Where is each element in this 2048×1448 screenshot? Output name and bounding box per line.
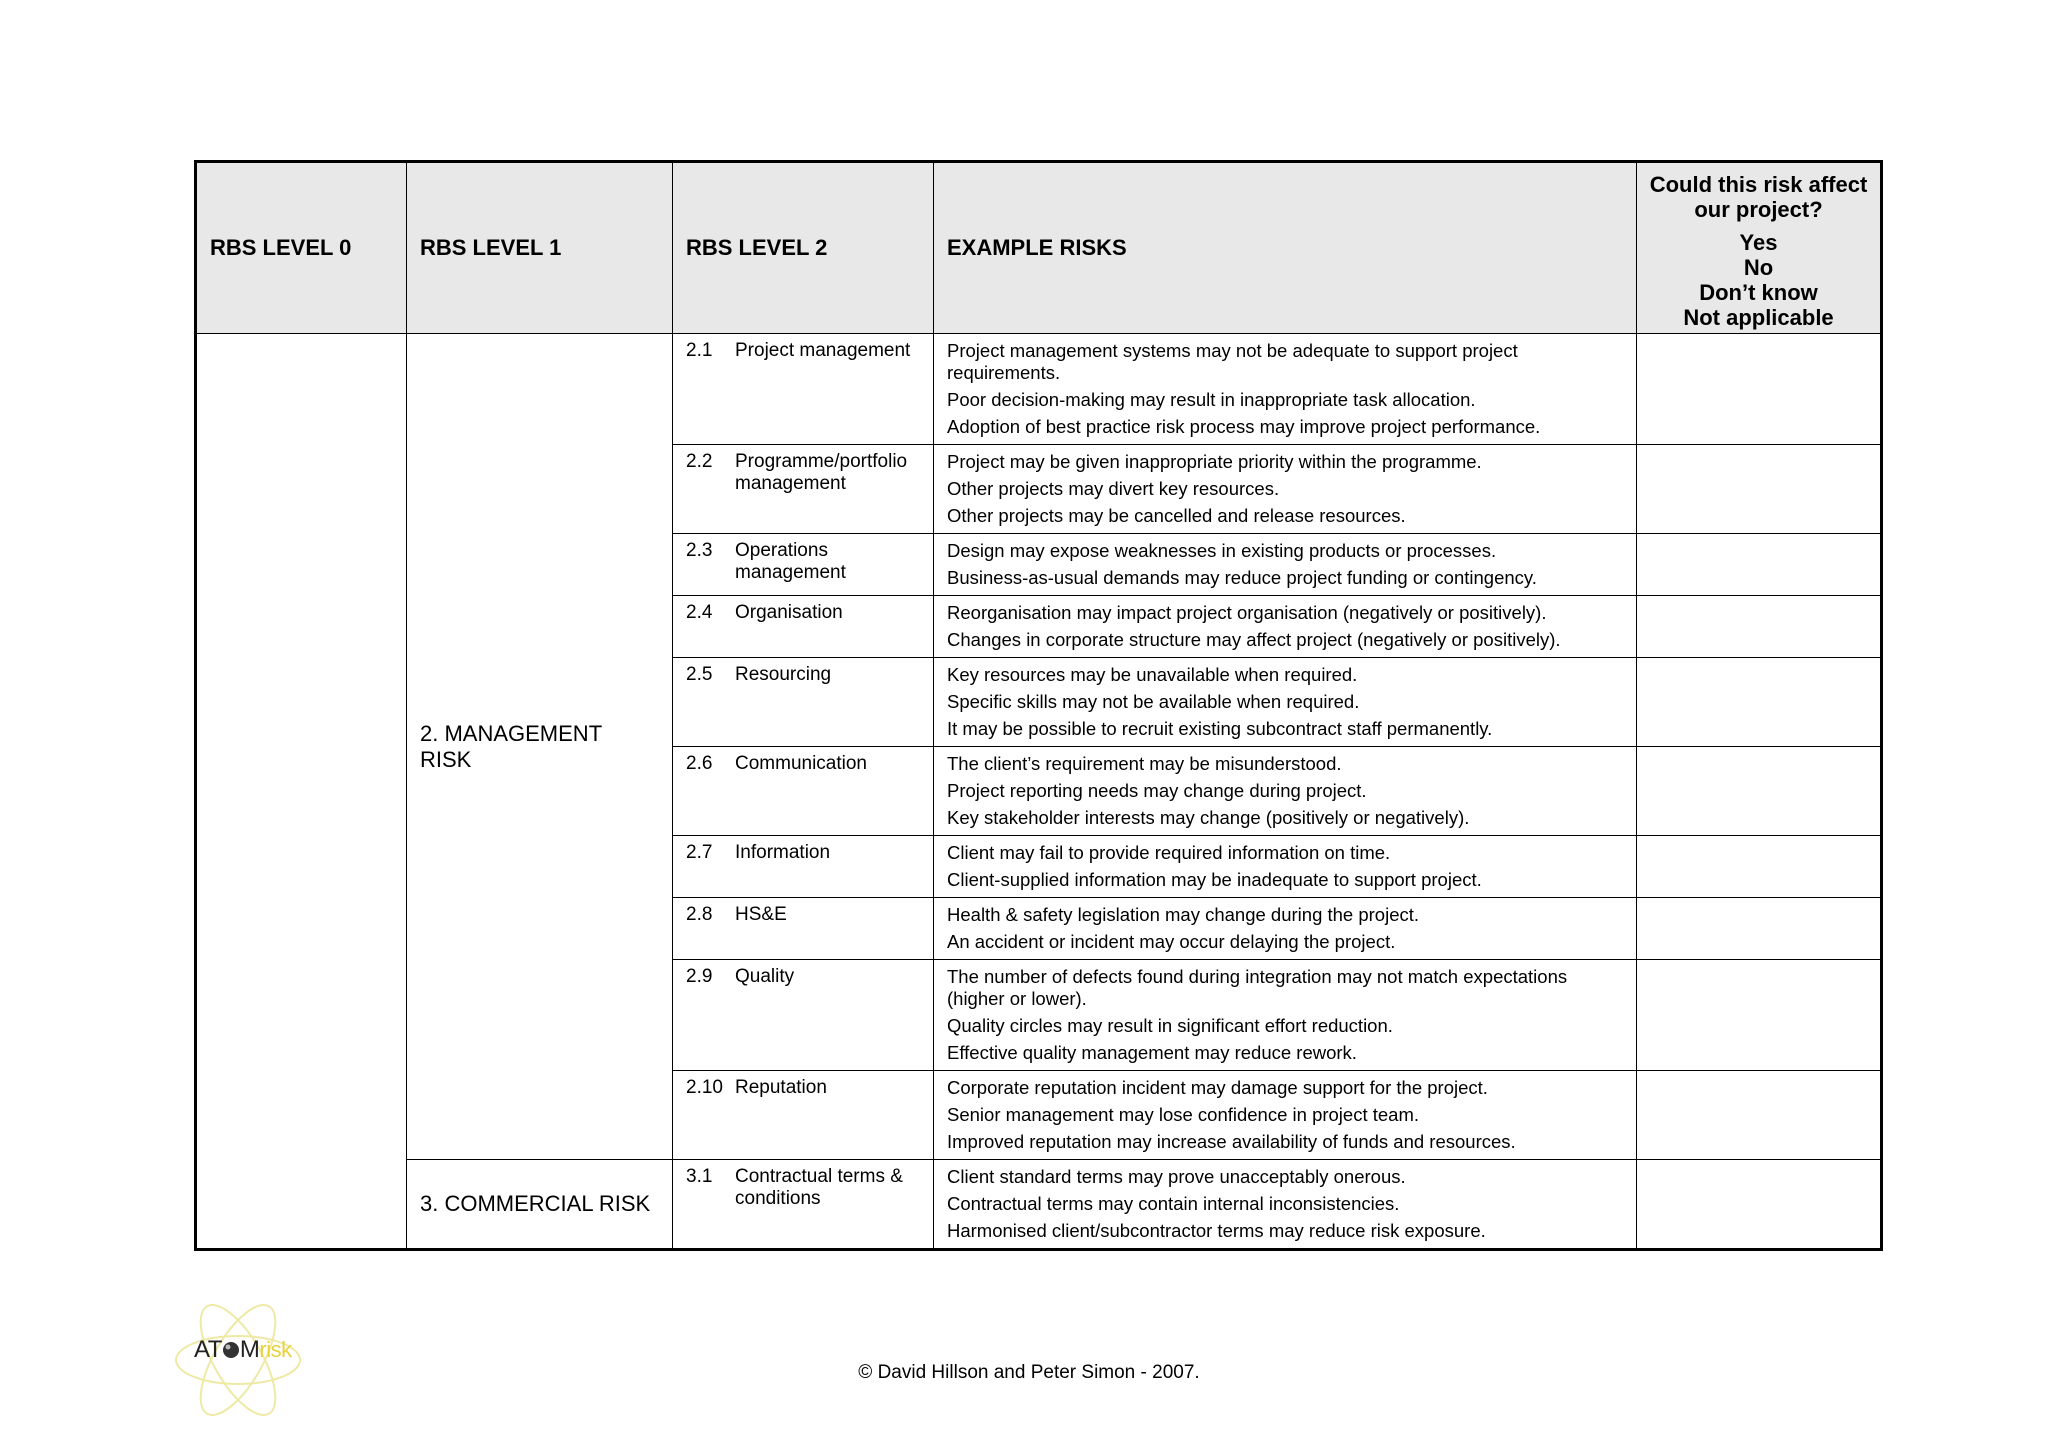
rbs-level-2-cell: [673, 1071, 934, 1160]
rbs-level-2-cell: [673, 1160, 934, 1250]
rbs-level-2-number: 3.1: [686, 1166, 713, 1187]
example-risks-cell: [934, 658, 1637, 747]
table-row: [196, 1160, 1882, 1250]
example-risk: Key stakeholder interests may change (positively or negatively).: [947, 807, 1470, 828]
header-could-affect: [1637, 162, 1882, 334]
example-risk: Quality circles may result in significant effort reduction.: [947, 1015, 1393, 1036]
example-risk: Project reporting needs may change during project.: [947, 780, 1367, 801]
header-rbs-level-1: RBS LEVEL 1: [407, 162, 673, 334]
rbs-level-2-number: 2.6: [686, 753, 713, 774]
rbs-level-2-number: 2.4: [686, 602, 713, 623]
example-risk: Effective quality management may reduce rework.: [947, 1042, 1357, 1063]
rbs-level-2-number: 2.9: [686, 966, 713, 987]
copyright-footer: [0, 1362, 2048, 1384]
rbs-level-2-number: 2.3: [686, 540, 713, 561]
rbs-level-2-name: Reputation: [735, 1077, 827, 1098]
rbs-sheet: [194, 160, 1880, 1251]
example-risk: Client-supplied information may be inadequate to support project.: [947, 869, 1482, 890]
example-risk: Client standard terms may prove unacceptably onerous.: [947, 1166, 1406, 1187]
header-row: [196, 162, 1882, 334]
example-risk: Business-as-usual demands may reduce project funding or contingency.: [947, 567, 1537, 588]
example-risks-cell: [934, 960, 1637, 1071]
example-risk: Health & safety legislation may change during the project.: [947, 904, 1420, 925]
could-affect-answer-cell[interactable]: [1637, 960, 1882, 1071]
example-risks-cell: [934, 334, 1637, 445]
could-affect-answer-cell[interactable]: [1637, 445, 1882, 534]
header-rbs-level-2: RBS LEVEL 2: [673, 162, 934, 334]
example-risk: Improved reputation may increase availability of funds and resources.: [947, 1131, 1516, 1152]
rbs-table: [194, 160, 1883, 1251]
atom-risk-logo: [194, 1336, 292, 1364]
rbs-level-2-cell: [673, 747, 934, 836]
example-risk: Project management systems may not be adequate to support project requirements.: [947, 340, 1518, 383]
rbs-level-2-number: 2.2: [686, 451, 713, 472]
rbs-level-2-cell: [673, 836, 934, 898]
rbs-level-2-cell: [673, 658, 934, 747]
could-affect-answer-cell[interactable]: [1637, 836, 1882, 898]
rbs-table-body: [196, 334, 1882, 1250]
example-risk: It may be possible to recruit existing subcontract staff permanently.: [947, 718, 1493, 739]
rbs-level-2-number: 2.8: [686, 904, 713, 925]
could-affect-answer-cell[interactable]: [1637, 1160, 1882, 1250]
could-affect-answer-cell[interactable]: [1637, 898, 1882, 960]
example-risk: The number of defects found during integration may not match expectations (higher or lower).: [947, 966, 1568, 1009]
logo-mid: M: [239, 1336, 260, 1363]
could-affect-answer-cell[interactable]: [1637, 534, 1882, 596]
could-affect-answer-cell[interactable]: [1637, 596, 1882, 658]
rbs-level-2-number: 2.10: [686, 1077, 723, 1098]
could-option-dont-know: Don’t know: [1699, 280, 1818, 305]
rbs-level-2-number: 2.7: [686, 842, 713, 863]
header-example-risks: EXAMPLE RISKS: [934, 162, 1637, 334]
rbs-level-2-name: Programme/portfolio management: [735, 451, 908, 494]
header-rbs-level-0: RBS LEVEL 0: [196, 162, 407, 334]
could-affect-answer-cell[interactable]: [1637, 1071, 1882, 1160]
rbs-level-2-name: Quality: [735, 966, 795, 987]
example-risks-cell: [934, 596, 1637, 658]
logo-o-ball-icon: [222, 1341, 240, 1359]
example-risk: Specific skills may not be available when required.: [947, 691, 1360, 712]
rbs-level-2-name: Information: [735, 842, 831, 863]
example-risk: Reorganisation may impact project organisation (negatively or positively).: [947, 602, 1547, 623]
example-risk: Other projects may be cancelled and release resources.: [947, 505, 1406, 526]
could-affect-answer-cell[interactable]: [1637, 334, 1882, 445]
example-risks-cell: [934, 898, 1637, 960]
rbs-level-2-cell: [673, 445, 934, 534]
rbs-level-2-name: Operations management: [735, 540, 846, 583]
rbs-level-2-cell: [673, 534, 934, 596]
example-risks-cell: [934, 1160, 1637, 1250]
example-risk: Changes in corporate structure may affect project (negatively or positively).: [947, 629, 1561, 650]
example-risk: Adoption of best practice risk process may improve project performance.: [947, 416, 1541, 437]
rbs-level-2-name: Contractual terms & conditions: [735, 1166, 903, 1209]
example-risk: Corporate reputation incident may damage support for the project.: [947, 1077, 1488, 1098]
could-option-yes: Yes: [1739, 230, 1778, 255]
rbs-level-2-cell: [673, 898, 934, 960]
example-risk: Harmonised client/subcontractor terms may reduce risk exposure.: [947, 1220, 1486, 1241]
example-risks-cell: [934, 1071, 1637, 1160]
example-risk: Poor decision-making may result in inappropriate task allocation.: [947, 389, 1476, 410]
could-question: Could this risk affect our project?: [1649, 172, 1868, 222]
copyright-text: © David Hillson and Peter Simon - 2007.: [858, 1362, 1200, 1383]
rbs-level-2-cell: [673, 334, 934, 445]
rbs-level-2-name: Communication: [735, 753, 867, 774]
example-risk: Key resources may be unavailable when required.: [947, 664, 1358, 685]
example-risk: An accident or incident may occur delaying the project.: [947, 931, 1396, 952]
rbs-level-2-number: 2.5: [686, 664, 713, 685]
example-risks-cell: [934, 534, 1637, 596]
example-risk: Client may fail to provide required information on time.: [947, 842, 1391, 863]
example-risk: Project may be given inappropriate priority within the programme.: [947, 451, 1482, 472]
rbs-level-1-management: 2. MANAGEMENT RISK: [407, 334, 673, 1160]
could-option-no: No: [1743, 255, 1774, 280]
example-risks-cell: [934, 747, 1637, 836]
example-risk: Design may expose weaknesses in existing products or processes.: [947, 540, 1497, 561]
rbs-level-1-commercial: 3. COMMERCIAL RISK: [407, 1160, 673, 1250]
logo-prefix: AT: [194, 1336, 222, 1363]
example-risks-cell: [934, 445, 1637, 534]
rbs-level-2-name: Project management: [735, 340, 911, 361]
example-risk: Other projects may divert key resources.: [947, 478, 1280, 499]
could-option-not-applicable: Not applicable: [1683, 305, 1834, 330]
logo-suffix: risk: [259, 1337, 292, 1362]
could-affect-answer-cell[interactable]: [1637, 747, 1882, 836]
rbs-level-2-cell: [673, 596, 934, 658]
example-risks-cell: [934, 836, 1637, 898]
example-risk: The client’s requirement may be misunderstood.: [947, 753, 1342, 774]
rbs-level-2-name: Organisation: [735, 602, 843, 623]
could-affect-answer-cell[interactable]: [1637, 658, 1882, 747]
table-row: [196, 334, 1882, 445]
example-risk: Senior management may lose confidence in project team.: [947, 1104, 1420, 1125]
example-risk: Contractual terms may contain internal inconsistencies.: [947, 1193, 1400, 1214]
rbs-level-2-name: Resourcing: [735, 664, 832, 685]
rbs-level-2-cell: [673, 960, 934, 1071]
rbs-level-2-number: 2.1: [686, 340, 713, 361]
rbs-level-0-cell: [196, 334, 407, 1250]
rbs-level-2-name: HS&E: [735, 904, 787, 925]
